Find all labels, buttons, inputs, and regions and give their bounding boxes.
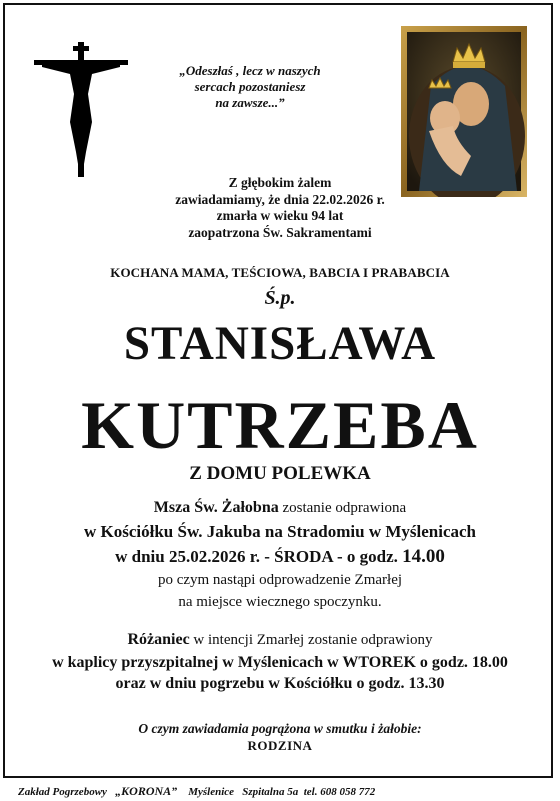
madonna-portrait-image (401, 26, 527, 197)
title-sp: Ś.p. (264, 287, 296, 309)
funeral-home-footer: Zakład Pogrzebowy „KORONA” Myślenice Szpitalna 5a tel. 608 058 772 (18, 784, 376, 798)
procession-line-1: po czym nastąpi odprowadzenie Zmarłej (157, 572, 403, 588)
crucifix-icon (34, 42, 128, 177)
family-signature: RODZINA (247, 738, 313, 753)
rosary-line-3: oraz w dniu pogrzebu w Kościółku o godz. 13.30 (115, 675, 445, 692)
deceased-last-name: KUTRZEBA (81, 387, 479, 463)
mass-line-1: Msza Św. Żałobna zostanie odprawiona (153, 499, 407, 516)
family-notice: O czym zawiadamia pogrążona w smutku i żałobie: (138, 721, 422, 736)
rosary-line-1: Różaniec w intencji Zmarłej zostanie odprawiony (127, 631, 433, 648)
mass-location: w Kościółku Św. Jakuba na Stradomiu w Myślenicach (83, 522, 476, 541)
memorial-quote: „Odeszłaś , lecz w naszych sercach pozostaniesz na zawsze...” (179, 63, 321, 110)
relation-line: KOCHANA MAMA, TEŚCIOWA, BABCIA I PRABABCIA (110, 265, 450, 280)
mass-date: w dniu 25.02.2026 r. - ŚRODA - o godz. 14.00 (115, 546, 445, 567)
procession-line-2: na miejsce wiecznego spoczynku. (178, 594, 382, 610)
deceased-first-name: STANISŁAWA (123, 317, 437, 370)
death-notice: Z głębokim żalem zawiadamiamy, że dnia 22.02.2026 r. zmarła w wieku 94 lat zaopatrzona Św. Sakramentami (175, 175, 385, 240)
maiden-name: Z DOMU POLEWKA (189, 463, 371, 484)
rosary-line-2: w kaplicy przyszpitalnej w Myślenicach w WTOREK o godz. 18.00 (52, 654, 508, 671)
